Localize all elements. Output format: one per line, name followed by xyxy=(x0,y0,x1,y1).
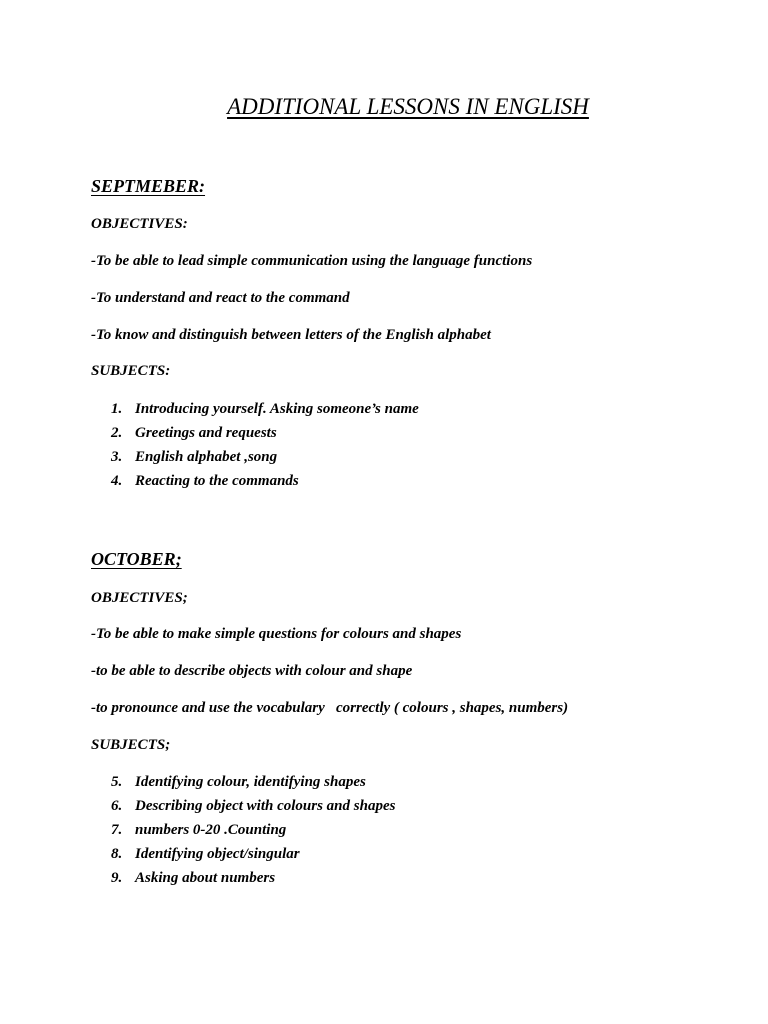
october-objective-1: -To be able to make simple questions for colours and shapes xyxy=(91,626,462,642)
list-item-text: English alphabet ,song xyxy=(135,449,278,465)
list-item-number: 9. xyxy=(111,870,123,886)
list-item-text: Reacting to the commands xyxy=(135,473,299,489)
list-item xyxy=(111,818,395,842)
list-item-text: numbers 0-20 .Counting xyxy=(135,822,287,838)
document-title: ADDITIONAL LESSONS IN ENGLISH xyxy=(227,94,589,119)
list-item-number: 8. xyxy=(111,846,123,862)
list-item-text: Asking about numbers xyxy=(135,870,276,886)
list-item xyxy=(111,866,395,890)
september-subjects-list xyxy=(111,397,419,493)
list-item xyxy=(111,445,419,469)
list-item-number: 7. xyxy=(111,822,123,838)
september-objective-2: -To understand and react to the command xyxy=(91,290,350,306)
list-item-text: Introducing yourself. Asking someone’s name xyxy=(135,401,419,417)
list-item xyxy=(111,397,419,421)
october-objectives-label: OBJECTIVES; xyxy=(91,590,188,606)
october-heading: OCTOBER; xyxy=(91,549,182,569)
september-heading: SEPTMEBER: xyxy=(91,176,206,196)
september-objective-1: -To be able to lead simple communication using the language functions xyxy=(91,253,533,269)
list-item-number: 2. xyxy=(111,425,123,441)
list-item-number: 4. xyxy=(111,473,123,489)
list-item xyxy=(111,421,419,445)
list-item-number: 3. xyxy=(111,449,123,465)
list-item-number: 6. xyxy=(111,798,123,814)
october-subjects-list xyxy=(111,770,395,890)
list-item-text: Identifying colour, identifying shapes xyxy=(135,774,366,790)
september-objectives-label: OBJECTIVES: xyxy=(91,216,188,232)
list-item-text: Identifying object/singular xyxy=(135,846,300,862)
list-item-text: Describing object with colours and shapes xyxy=(135,798,396,814)
list-item-text: Greetings and requests xyxy=(135,425,277,441)
list-item xyxy=(111,794,395,818)
september-objective-3: -To know and distinguish between letters of the English alphabet xyxy=(91,327,491,343)
october-objective-3: -to pronounce and use the vocabulary correctly ( colours , shapes, numbers) xyxy=(91,700,569,716)
september-subjects-label: SUBJECTS: xyxy=(91,363,171,379)
list-item xyxy=(111,770,395,794)
october-subjects-label: SUBJECTS; xyxy=(91,737,171,753)
list-item xyxy=(111,842,395,866)
list-item-number: 1. xyxy=(111,401,123,417)
list-item-number: 5. xyxy=(111,774,123,790)
october-objective-2: -to be able to describe objects with colour and shape xyxy=(91,663,413,679)
list-item xyxy=(111,469,419,493)
